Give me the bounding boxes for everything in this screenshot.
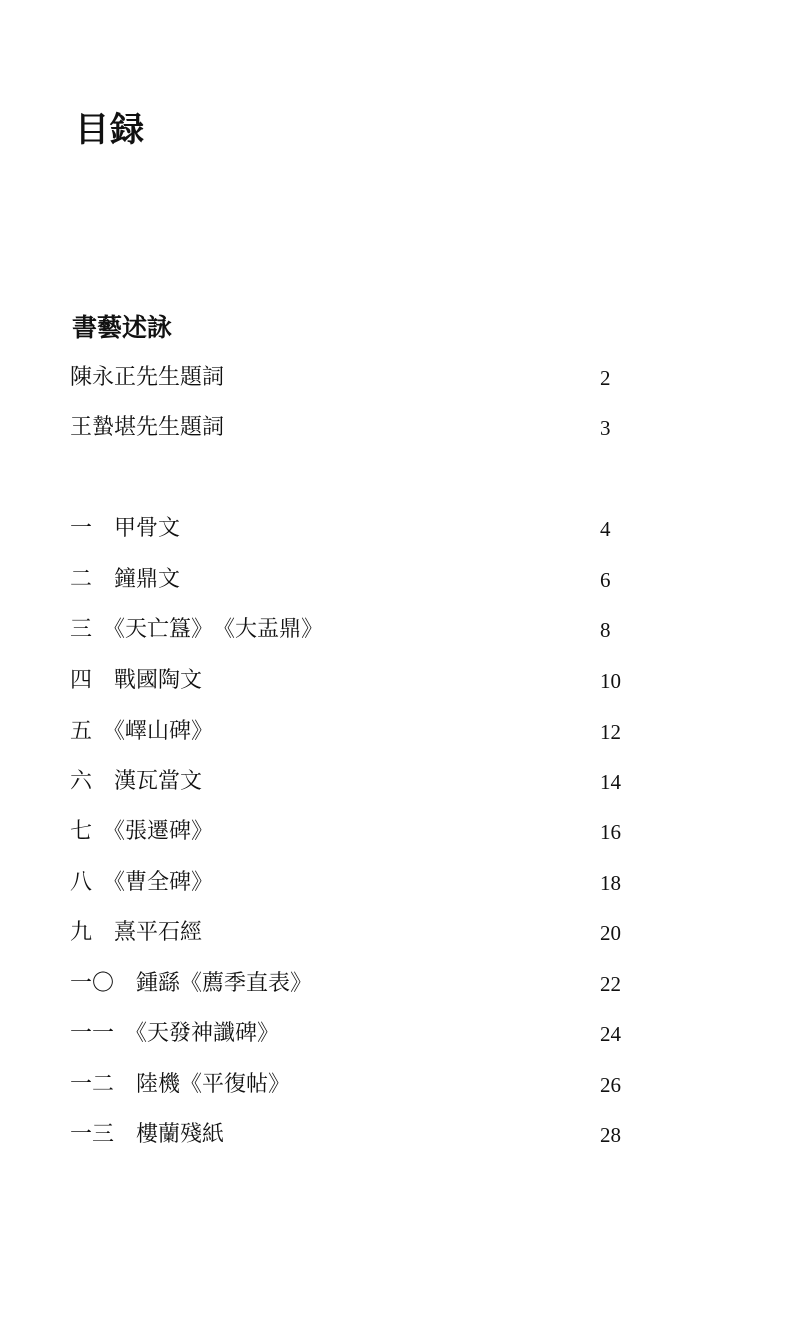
- toc-entry-title: 一三 樓蘭殘紙: [70, 1122, 225, 1147]
- toc-entry-title: 王蟄堪先生題詞: [70, 415, 225, 440]
- section-heading: 書藝述詠: [72, 313, 173, 342]
- toc-page-number: 3: [600, 416, 611, 440]
- toc-page-number: 18: [600, 871, 621, 895]
- toc-row-3[interactable]: [70, 613, 630, 647]
- toc-page-number: 16: [600, 820, 621, 844]
- toc-row-5[interactable]: [70, 715, 630, 749]
- toc-row-preface-1[interactable]: [70, 361, 630, 395]
- toc-row-6[interactable]: [70, 765, 630, 799]
- toc-entry-title: 二 鐘鼎文: [70, 567, 181, 592]
- toc-entry-title: 陳永正先生題詞: [70, 365, 225, 390]
- toc-row-13[interactable]: [70, 1118, 630, 1152]
- toc-entry-title: 一二 陸機《平復帖》: [70, 1072, 291, 1097]
- toc-page-number: 24: [600, 1022, 621, 1046]
- toc-page-number: 6: [600, 568, 611, 592]
- toc-row-1[interactable]: [70, 512, 630, 546]
- toc-entry-title: 一〇 鍾繇《薦季直表》: [70, 971, 313, 996]
- toc-page-number: 4: [600, 517, 611, 541]
- toc-entry-title: 四 戰國陶文: [70, 668, 203, 693]
- toc-row-11[interactable]: [70, 1017, 630, 1051]
- toc-entry-title: 一 甲骨文: [70, 516, 181, 541]
- toc-page-number: 12: [600, 720, 621, 744]
- toc-page-number: 2: [600, 366, 611, 390]
- toc-row-8[interactable]: [70, 866, 630, 900]
- toc-entry-title: 五 《嶧山碑》: [70, 719, 214, 744]
- page-title: 目録: [75, 110, 145, 150]
- toc-row-10[interactable]: [70, 967, 630, 1001]
- toc-page-number: 20: [600, 921, 621, 945]
- toc-page-number: 10: [600, 669, 621, 693]
- toc-entry-title: 七 《張遷碑》: [70, 819, 214, 844]
- toc-row-preface-2[interactable]: [70, 411, 630, 445]
- toc-row-9[interactable]: [70, 916, 630, 950]
- toc-row-2[interactable]: [70, 563, 630, 597]
- toc-entry-title: 三 《天亡簋》 《大盂鼎》: [70, 617, 324, 642]
- toc-row-4[interactable]: [70, 664, 630, 698]
- toc-page-number: 28: [600, 1123, 621, 1147]
- toc-entry-title: 六 漢瓦當文: [70, 769, 203, 794]
- toc-entry-title: 九 熹平石經: [70, 920, 203, 945]
- toc-entry-title: 一一 《天發神讖碑》: [70, 1021, 280, 1046]
- toc-page-number: 8: [600, 618, 611, 642]
- toc-row-12[interactable]: [70, 1068, 630, 1102]
- toc-page-number: 14: [600, 770, 621, 794]
- toc-page-number: 22: [600, 972, 621, 996]
- toc-page-number: 26: [600, 1073, 621, 1097]
- toc-entry-title: 八 《曹全碑》: [70, 870, 214, 895]
- toc-row-7[interactable]: [70, 815, 630, 849]
